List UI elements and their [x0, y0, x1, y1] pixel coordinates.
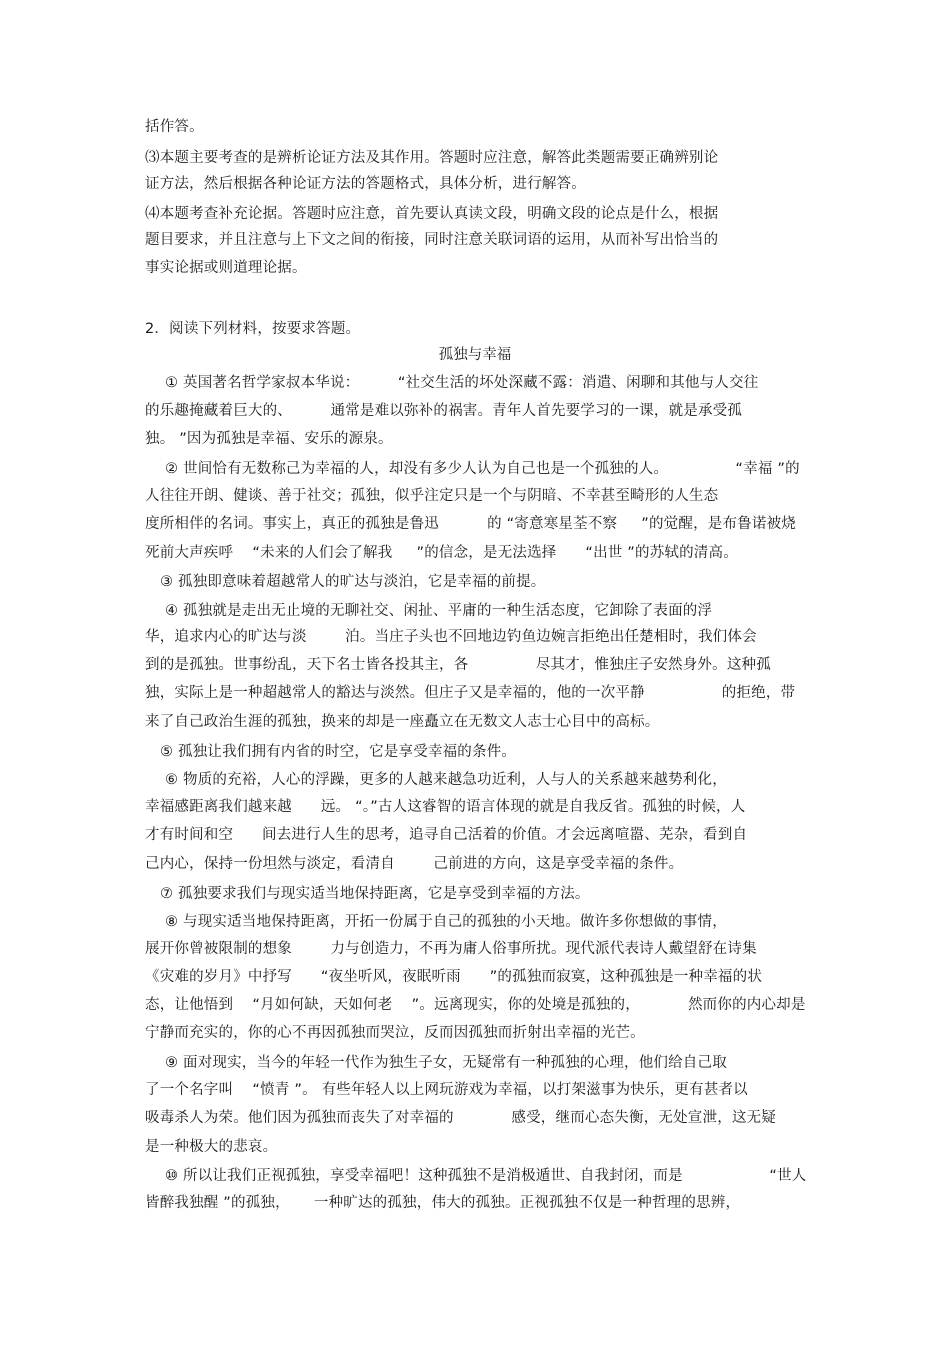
paragraph-4-line-5: 来了自己政治生涯的孤独，换来的却是一座矗立在无数文人志士心目中的高标。	[145, 714, 660, 730]
paragraph-7-line-1: ⑦ 孤独要求我们与现实适当地保持距离，它是享受到幸福的方法。	[160, 886, 590, 902]
paragraph-9-line-4: 是一种极大的悲哀。	[145, 1139, 278, 1155]
paragraph-6-line-1: ⑥ 物质的充裕，人心的浮躁，更多的人越来越急功近利，人与人的关系越来越势利化，	[165, 772, 727, 788]
paragraph-4-line-4: 独，实际上是一种超越常人的豁达与淡然。但庄子又是幸福的，他的一次平静 的拒绝，带	[145, 685, 796, 701]
paragraph-9-line-1: ⑨ 面对现实，当今的年轻一代作为独生子女，无疑常有一种孤独的心理，他们给自己取	[165, 1055, 727, 1071]
paragraph-8-line-1: ⑧ 与现实适当地保持距离，开拓一份属于自己的孤独的小天地。做许多你想做的事情，	[165, 914, 727, 930]
answer-note-3-line-2: 证方法，然后根据各种论证方法的答题格式，具体分析，进行解答。	[145, 176, 586, 192]
answer-note-3-line-1: ⑶本题主要考查的是辨析论证方法及其作用。答题时应注意，解答此类题需要正确辨别论	[145, 150, 719, 166]
passage-title: 孤独与幸福	[438, 347, 512, 363]
paragraph-6-line-3: 才有时间和空 间去进行人生的思考，追寻自己活着的价值。才会远离喧嚣、芜杂，看到自	[145, 827, 748, 843]
paragraph-1-line-2: 的乐趣掩藏着巨大的、 通常是难以弥补的祸害。青年人首先要学习的一课，就是承受孤	[145, 403, 743, 419]
answer-note-4-line-1: ⑷本题考查补充论据。答题时应注意，首先要认真读文段，明确文段的论点是什么，根据	[145, 206, 719, 222]
answer-note-4-line-2: 题目要求，并且注意与上下文之间的衔接，同时注意关联词语的运用，从而补写出恰当的	[145, 232, 719, 248]
question-prompt: 2．阅读下列材料，按要求答题。	[145, 321, 361, 337]
paragraph-8-line-5: 宁静而充实的，你的心不再因孤独而哭泣，反而因孤独而折射出幸福的光芒。	[145, 1025, 645, 1041]
paragraph-9-line-3: 吸毒杀人为荣。他们因为孤独而丧失了对幸福的 感受，继而心态失衡，无处宣泄，这无疑	[145, 1110, 777, 1126]
paragraph-2-line-1: ② 世间恰有无数称己为幸福的人，却没有多少人认为自己也是一个孤独的人。 “幸福 ”的	[165, 461, 800, 477]
paragraph-2-line-2: 人往往开朗、健谈、善于社交；孤独，似乎注定只是一个与阴暗、不幸甚至畸形的人生态	[145, 488, 719, 504]
paragraph-2-line-3: 度所相伴的名词。事实上，真正的孤独是鲁迅 的 “寄意寒星荃不察 ”的觉醒，是布鲁诺被烧	[145, 516, 796, 532]
paragraph-9-line-2: 了一个名字叫 “愤青 ”。 有些年轻人以上网玩游戏为幸福，以打架滋事为快乐，更有甚者以	[145, 1082, 748, 1098]
paragraph-4-line-3: 到的是孤独。世事纷乱，天下名士皆各投其主，各 尽其才，惟独庄子安然身外。这种孤	[145, 657, 771, 673]
paragraph-4-line-2: 华，追求内心的旷达与淡 泊。当庄子头也不回地边钓鱼边婉言拒绝出任楚相时，我们体会	[145, 629, 757, 645]
paragraph-1-line-3: 独。 ”因为孤独是幸福、安乐的源泉。	[145, 431, 393, 447]
paragraph-6-line-4: 己内心，保持一份坦然与淡定，看清自 己前进的方向，这是享受幸福的条件。	[145, 856, 684, 872]
paragraph-8-line-3: 《灾难的岁月》中抒写 “夜坐听风，夜眠听雨 ”的孤独而寂寞，这种孤独是一种幸福的状	[145, 969, 763, 985]
paragraph-6-line-2: 幸福感距离我们越来越 远。 “。”古人这睿智的语言体现的就是自我反省。孤独的时候，人	[145, 799, 746, 815]
answer-note-4-line-3: 事实论据或则道理论据。	[145, 260, 307, 276]
paragraph-10-line-1: ⑩ 所以让我们正视孤独，享受幸福吧！这种孤独不是消极遁世、自我封闭，而是 “世人	[165, 1168, 807, 1184]
paragraph-4-line-1: ④ 孤独就是走出无止境的无聊社交、闲扯、平庸的一种生活态度，它卸除了表面的浮	[165, 603, 713, 619]
answer-note-tail: 括作答。	[145, 119, 204, 135]
paragraph-5-line-1: ⑤ 孤独让我们拥有内省的时空，它是享受幸福的条件。	[160, 744, 517, 760]
paragraph-3-line-1: ③ 孤独即意味着超越常人的旷达与淡泊，它是幸福的前提。	[160, 574, 546, 590]
paragraph-2-line-4: 死前大声疾呼 “未来的人们会了解我 ”的信念，是无法选择 “出世 ”的苏轼的清高。	[145, 545, 738, 561]
paragraph-8-line-2: 展开你曾被限制的想象 力与创造力，不再为庸人俗事所扰。现代派代表诗人戴望舒在诗集	[145, 941, 757, 957]
paragraph-1-line-1: ① 英国著名哲学家叔本华说： “社交生活的坏处深藏不露：消遣、闲聊和其他与人交往	[165, 375, 759, 391]
paragraph-10-line-2: 皆醉我独醒 ”的孤独， 一种旷达的孤独，伟大的孤独。正视孤独不仅是一种哲理的思辨，	[145, 1195, 741, 1211]
paragraph-8-line-4: 态，让他悟到 “月如何缺，天如何老 ”。远离现实，你的处境是孤独的， 然而你的内心却是	[145, 997, 806, 1013]
